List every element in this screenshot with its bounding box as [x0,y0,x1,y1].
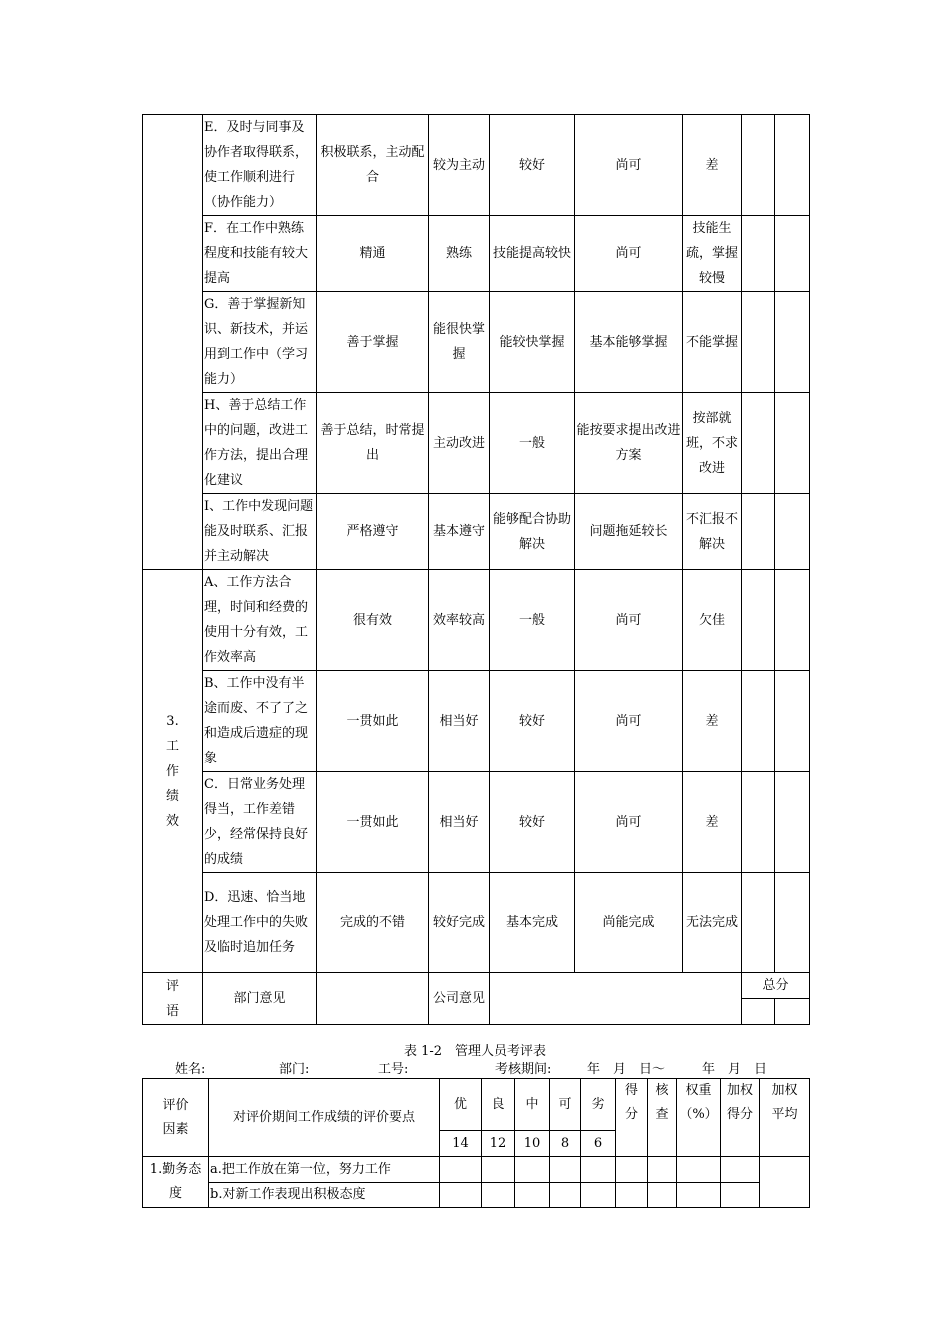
factor-cell: G．善于掌握新知识、新技术，并运用到工作中（学习能力） [203,292,317,393]
grade-cell[interactable] [440,1183,482,1208]
level-cell: 尚可 [575,115,683,216]
weighted-average-cell[interactable] [760,1157,810,1208]
score-cell [742,292,775,393]
table-row [143,115,810,216]
factor-cell: E．及时与同事及协作者取得联系，使工作顺利进行（协作能力） [203,115,317,216]
grade-header: 可 [550,1079,581,1131]
level-cell: 较好完成 [429,873,490,973]
weight-cell[interactable] [677,1183,721,1208]
level-cell: 不能掌握 [683,292,742,393]
comments-char: 语 [165,1003,179,1019]
key-point-cell: a.把工作放在第一位，努力工作 [209,1157,440,1183]
dept-opinion-label: 部门意见 [203,973,317,1025]
level-cell: 熟练 [429,216,490,292]
grade-cell[interactable] [581,1157,616,1183]
weighted-score-header-text: 加权 [726,1083,753,1098]
manager-evaluation-table [142,1078,810,1208]
level-cell: 完成的不错 [317,873,429,973]
level-cell: 按部就班，不求改进 [683,393,742,494]
weight-header-text: 权重 [685,1083,712,1098]
level-cell: 能够配合协助解决 [490,494,575,570]
level-cell: 一贯如此 [317,772,429,873]
level-cell: 差 [683,671,742,772]
level-cell: 欠佳 [683,570,742,671]
grade-score: 10 [515,1131,550,1157]
factor-header-text: 因素 [162,1121,189,1137]
section3-char: 作 [165,763,179,779]
section3-number: 3. [166,713,179,729]
score-header [616,1079,648,1157]
level-cell: 主动改进 [429,393,490,494]
score-cell [742,873,775,973]
grade-cell[interactable] [440,1157,482,1183]
level-cell: 尚可 [575,216,683,292]
level-cell: 尚能完成 [575,873,683,973]
employee-id-label: 工号: [378,1062,409,1077]
period-label: 考核期间: [495,1062,552,1077]
section3-label-cell [143,570,203,973]
level-cell: 一贯如此 [317,671,429,772]
weighted-score-header [721,1079,760,1157]
score-cell [775,115,810,216]
grade-header: 劣 [581,1079,616,1131]
score-cell [742,216,775,292]
grade-header: 优 [440,1079,482,1131]
form-info-line [175,1061,815,1079]
level-cell: 基本完成 [490,873,575,973]
score-cell [742,494,775,570]
level-cell: 能很快掌握 [429,292,490,393]
check-cell[interactable] [648,1157,677,1183]
grade-cell[interactable] [550,1157,581,1183]
weighted-average-header [760,1079,810,1157]
score-cell [742,772,775,873]
grade-header: 良 [482,1079,515,1131]
grade-cell[interactable] [515,1157,550,1183]
level-cell: 基本能够掌握 [575,292,683,393]
weight-header-text: （%） [679,1107,718,1122]
dept-label: 部门: [279,1062,310,1077]
factor-cell: H、善于总结工作中的问题，改进工作方法，提出合理化建议 [203,393,317,494]
total-score-cell[interactable] [775,999,810,1025]
name-label: 姓名: [175,1062,206,1077]
weighted-score-cell[interactable] [721,1183,760,1208]
section3-char: 工 [165,738,179,754]
company-opinion-field[interactable] [490,973,742,1025]
score-cell [742,671,775,772]
factor-header-text: 评价 [162,1097,189,1113]
total-score-label: 总分 [742,973,810,999]
level-cell: 较好 [490,115,575,216]
table-row [143,1157,810,1183]
comments-char: 评 [165,978,179,994]
level-cell: 很有效 [317,570,429,671]
comments-label-cell [143,973,203,1025]
table-row [143,393,810,494]
score-cell [775,292,810,393]
weighted-average-header-text: 加权 [771,1083,798,1098]
level-cell: 技能提高较快 [490,216,575,292]
score-cell [775,393,810,494]
level-cell: 基本遵守 [429,494,490,570]
grade-header: 中 [515,1079,550,1131]
level-cell: 尚可 [575,772,683,873]
factor-cell: A、工作方法合理，时间和经费的使用十分有效，工作效率高 [203,570,317,671]
grade-score: 8 [550,1131,581,1157]
factor-header [143,1079,209,1157]
score-header-text: 得 [624,1083,638,1098]
section1-label-text: 1.勤务态 [149,1162,202,1177]
score-cell [742,115,775,216]
grade-cell[interactable] [482,1157,515,1183]
weighted-score-header-text: 得分 [726,1107,753,1122]
total-score-cell[interactable] [742,999,775,1025]
level-cell: 能按要求提出改进方案 [575,393,683,494]
table-row [143,772,810,873]
level-cell: 问题拖延较长 [575,494,683,570]
level-cell: 严格遵守 [317,494,429,570]
check-header-text: 核 [655,1083,669,1098]
level-cell: 善于总结，时常提出 [317,393,429,494]
section1-label-text: 度 [168,1186,182,1201]
table-row [143,292,810,393]
level-cell: 相当好 [429,772,490,873]
table-row [143,570,810,671]
level-cell: 一般 [490,570,575,671]
section3-char: 绩 [165,788,179,804]
level-cell: 无法完成 [683,873,742,973]
level-cell: 善于掌握 [317,292,429,393]
check-cell[interactable] [648,1183,677,1208]
weight-header [677,1079,721,1157]
score-cell [775,671,810,772]
level-cell: 技能生疏，掌握较慢 [683,216,742,292]
table-row [143,973,810,999]
factor-cell: B、工作中没有半途而废、不了了之和造成后遗症的现象 [203,671,317,772]
section1-label-cell [143,1157,209,1208]
table-header-row [143,1079,810,1131]
level-cell: 较为主动 [429,115,490,216]
check-header [648,1079,677,1157]
grade-cell[interactable] [482,1183,515,1208]
level-cell: 积极联系，主动配合 [317,115,429,216]
factor-cell: D．迅速、恰当地处理工作中的失败及临时追加任务 [203,873,317,973]
grade-score: 6 [581,1131,616,1157]
section3-char: 效 [165,813,179,829]
score-header-text: 分 [624,1107,638,1122]
key-point-cell: b.对新工作表现出积极态度 [209,1183,440,1208]
factor-cell: F．在工作中熟练程度和技能有较大提高 [203,216,317,292]
key-points-header: 对评价期间工作成绩的评价要点 [209,1079,440,1157]
level-cell: 尚可 [575,570,683,671]
level-cell: 一般 [490,393,575,494]
table-row [143,671,810,772]
weighted-average-header-text: 平均 [771,1107,798,1122]
score-cell [775,772,810,873]
score-cell [775,873,810,973]
score-cell [742,570,775,671]
grade-score: 14 [440,1131,482,1157]
table-row [143,494,810,570]
grade-score: 12 [482,1131,515,1157]
score-cell [775,494,810,570]
dept-opinion-field[interactable] [317,973,429,1025]
table-title: 表 1-2 管理人员考评表 [403,1044,547,1059]
table-row [143,216,810,292]
grade-cell[interactable] [515,1183,550,1208]
check-header-text: 查 [655,1107,669,1122]
level-cell: 差 [683,772,742,873]
period-end-date: 年 月 日 [702,1062,768,1077]
weighted-score-cell[interactable] [721,1157,760,1183]
level-cell: 不汇报不解决 [683,494,742,570]
score-cell [742,393,775,494]
level-cell: 精通 [317,216,429,292]
table-row [143,873,810,973]
company-opinion-label: 公司意见 [429,973,490,1025]
score-cell [775,216,810,292]
grade-cell[interactable] [581,1183,616,1208]
level-cell: 较好 [490,671,575,772]
evaluation-table-continued [142,114,810,1025]
factor-cell: I、工作中发现问题能及时联系、汇报并主动解决 [203,494,317,570]
score-cell[interactable] [616,1157,648,1183]
level-cell: 尚可 [575,671,683,772]
score-cell[interactable] [616,1183,648,1208]
level-cell: 较好 [490,772,575,873]
section2-label-cell [143,115,203,570]
factor-cell: C．日常业务处理得当，工作差错少，经常保持良好的成绩 [203,772,317,873]
table-row [143,1183,810,1208]
level-cell: 能较快掌握 [490,292,575,393]
weight-cell[interactable] [677,1157,721,1183]
period-start-date: 年 月 日～ [587,1062,666,1077]
level-cell: 相当好 [429,671,490,772]
score-cell [775,570,810,671]
level-cell: 差 [683,115,742,216]
grade-cell[interactable] [550,1183,581,1208]
level-cell: 效率较高 [429,570,490,671]
